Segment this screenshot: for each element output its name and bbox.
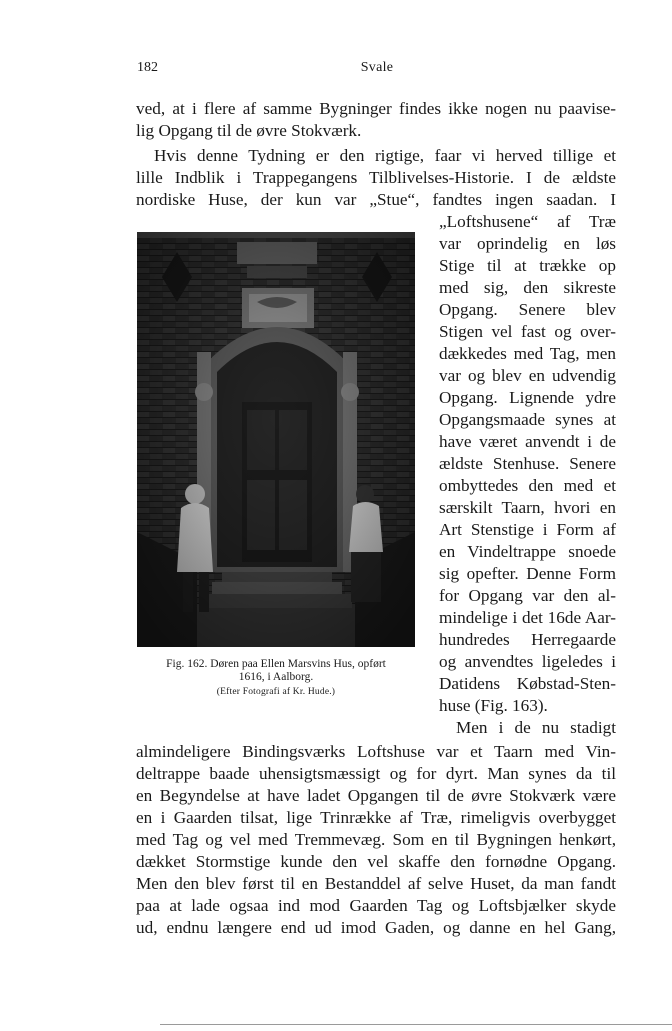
page-header (137, 60, 617, 82)
text-line: paa at lade ogsaa ind mod Gaarden Tag og Loftsbjælker skyde (136, 896, 616, 915)
column-line: Stige til at trække op (439, 256, 616, 275)
column-line: var og blev en udvendig (439, 366, 616, 385)
paragraph-start-line: Hvis denne Tydning er den rigtige, faar vi herved tillige et (154, 146, 616, 165)
paragraph-start-line: Men i de nu stadigt (456, 718, 616, 737)
column-line: sig opefter. Denne Form (439, 564, 616, 583)
text-line: Men den blev først til en Bestanddel af selve Huset, da man fandt (136, 874, 616, 893)
text-line: dækket Stormstige kunde den vel skaffe den fornødne Opgang. (136, 852, 616, 871)
running-title: Svale (360, 60, 394, 75)
column-line: Stigen vel fast og over- (439, 322, 616, 341)
doorway-photo-illustration (137, 232, 415, 647)
text-line: nordiske Huse, der kun var „Stue“, fandtes ingen saadan. I (136, 190, 616, 209)
column-line: hundredes Herregaarde (439, 630, 616, 649)
text-line: en Begyndelse at have ladet Opgangen til de øvre Stokværk være (136, 786, 616, 805)
column-line: Art Stenstige i Form af (439, 520, 616, 539)
column-line: Opgang. Lignende ydre (439, 388, 616, 407)
column-line: huse (Fig. 163). (439, 696, 548, 715)
column-line: Opgangsmaade synes at (439, 410, 616, 429)
text-line: ved, at i flere af samme Bygninger findes ikke nogen nu paavise- (136, 99, 616, 118)
column-line: med sig, den sikreste (439, 278, 616, 297)
text-line: med Tag og vel med Tremmevæg. Som en til Bygningen henkørt, (136, 830, 616, 849)
page-number: 182 (137, 60, 158, 75)
column-line: en Vindeltrappe snoede (439, 542, 616, 561)
column-line: „Loftshusene“ af Træ (439, 212, 616, 231)
text-line: deltrappe baade uhensigtsmæssigt og for dyrt. Man synes da til (136, 764, 616, 783)
column-line: Opgang. Senere blev (439, 300, 616, 319)
text-line: almindeligere Bindingsværks Loftshuse var et Taarn med Vin- (136, 742, 616, 761)
column-line: og anvendtes ligeledes i (439, 652, 616, 671)
column-line: mindelige i det 16de Aar- (439, 608, 616, 627)
text-line: lig Opgang til de øvre Stokværk. (136, 121, 362, 140)
column-line: Datidens Købstad-Sten- (439, 674, 616, 693)
text-line: lille Indblik i Trappegangens Tilblivelses-Historie. I de ældste (136, 168, 616, 187)
column-line: have været anvendt i de (439, 432, 616, 451)
column-line: særskilt Taarn, hvori en (439, 498, 616, 517)
column-line: ombyttedes den med et (439, 476, 616, 495)
figure-caption: Fig. 162. Døren paa Ellen Marsvins Hus, opført (166, 658, 386, 670)
figure-credit: (Efter Fotografi af Kr. Hude.) (216, 687, 336, 697)
column-line: for Opgang var den al- (439, 586, 616, 605)
column-line: ældste Stenhuse. Senere (439, 454, 616, 473)
column-line: var oprindelig en løs (439, 234, 616, 253)
footer-rule (160, 1024, 672, 1025)
figure-caption-line2: 1616, i Aalborg. (238, 671, 314, 683)
text-line: en i Gaarden tilsat, lige Trinrække af Træ, rimeligvis overbygget (136, 808, 616, 827)
text-line: ud, endnu længere end ud imod Gaden, og danne en hel Gang, (136, 918, 616, 937)
column-line: dækkedes med Tag, men (439, 344, 616, 363)
doorway-photograph (137, 232, 415, 647)
